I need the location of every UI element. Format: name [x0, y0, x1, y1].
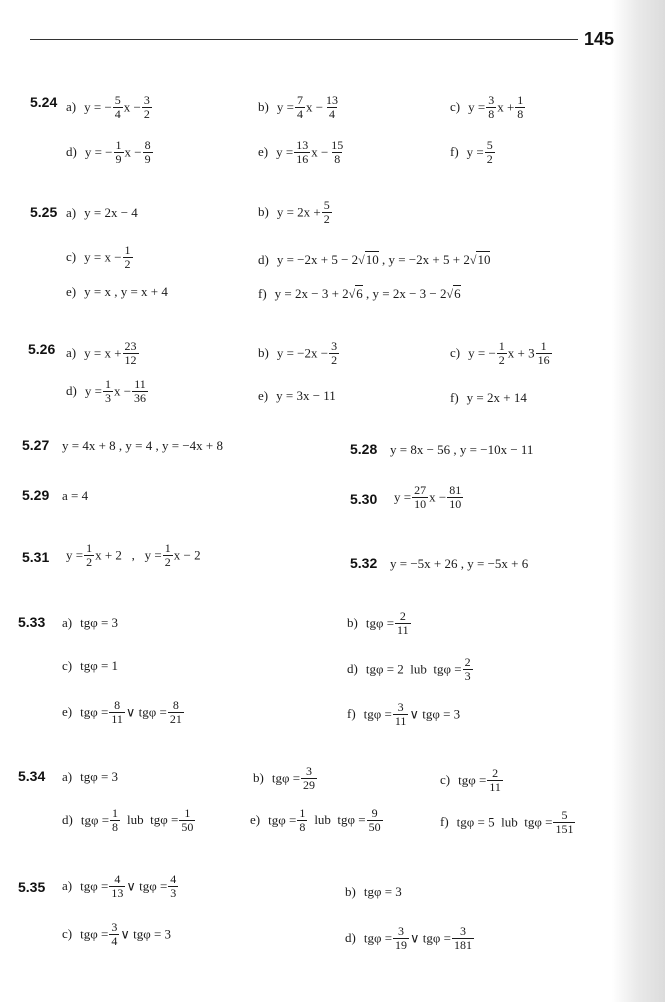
expr-text: y = −	[468, 345, 496, 361]
expr-text: tgφ =	[80, 878, 109, 894]
answer-label: f)	[258, 286, 267, 301]
fraction-numerator: 9	[371, 806, 378, 820]
expr-text: y =	[466, 144, 484, 160]
fraction	[168, 873, 178, 900]
fraction-numerator: 1	[498, 339, 505, 353]
fraction-denominator: 8	[112, 820, 119, 834]
expr-text: y =	[276, 99, 294, 115]
expr-text: y = 2x +	[276, 204, 321, 220]
fraction-numerator: 3	[398, 924, 405, 938]
fraction	[367, 807, 383, 834]
answer-5-24-c	[450, 95, 526, 122]
expr-text: tgφ =	[271, 770, 301, 786]
answer-5-24-b	[258, 95, 341, 122]
fraction	[163, 542, 173, 569]
expr-text: tgφ =	[363, 930, 393, 946]
fraction-numerator: 13	[326, 93, 339, 107]
answer-label: e)	[62, 704, 73, 720]
answer-5-25-b	[258, 200, 333, 227]
page-number: 145	[584, 29, 615, 49]
answer-5-26-e	[258, 389, 336, 402]
answer-5-35-d	[345, 926, 475, 953]
expr-text: y = 4x + 8 , y = 4 , y = −4x + 8	[62, 438, 223, 453]
fraction	[324, 94, 340, 121]
fraction	[109, 873, 125, 900]
fraction-numerator: 5	[323, 198, 330, 212]
fraction-denominator: 21	[169, 712, 182, 726]
answer-label: e)	[250, 812, 261, 828]
fraction-numerator: 2	[399, 609, 406, 623]
fraction-numerator: 4	[170, 872, 177, 886]
answer-label: d)	[347, 661, 358, 677]
answer-5-33-c	[62, 659, 118, 672]
fraction-denominator: 2	[164, 555, 171, 569]
fraction-numerator: 1	[112, 806, 119, 820]
fraction-numerator: 1	[184, 806, 191, 820]
fraction-numerator: 13	[296, 138, 309, 152]
fraction	[103, 378, 113, 405]
fraction-denominator: 10	[449, 497, 462, 511]
answer-label: a)	[62, 615, 73, 630]
expr-text: tgφ =	[268, 812, 297, 828]
expr-text: x −	[123, 99, 141, 115]
answer-label: c)	[450, 345, 461, 361]
fraction	[486, 94, 496, 121]
problem-number: 5.26	[28, 341, 56, 357]
answer-5-29	[62, 489, 88, 502]
problem-number: 5.29	[22, 487, 50, 503]
fraction	[553, 809, 575, 836]
answer-label: c)	[62, 658, 73, 673]
answer-5-24-e	[258, 140, 346, 167]
problem-number: 5.35	[18, 879, 46, 895]
fraction-denominator: 29	[303, 778, 316, 792]
fraction-numerator: 1	[124, 243, 131, 257]
answer-label: b)	[345, 884, 356, 899]
fraction-numerator: 81	[449, 483, 462, 497]
expr-text: ∨ tgφ =	[125, 704, 167, 720]
fraction-numerator: 8	[114, 698, 121, 712]
answer-5-24-f	[450, 140, 496, 167]
answer-5-33-a	[62, 616, 118, 629]
radicand: 6	[356, 286, 363, 301]
answer-5-25-f	[258, 287, 461, 300]
fraction-numerator: 2	[464, 655, 471, 669]
expr-text: y = −	[84, 144, 113, 160]
fraction-denominator: 10	[414, 497, 427, 511]
answer-5-24-a	[66, 95, 153, 122]
radicand: 6	[454, 286, 461, 301]
answer-label: d)	[258, 252, 269, 267]
fraction	[179, 807, 195, 834]
expr-text: tgφ =	[80, 704, 109, 720]
fraction-numerator: 5	[114, 93, 121, 107]
fraction-denominator: 11	[397, 623, 409, 637]
fraction-denominator: 16	[537, 353, 550, 367]
answer-label: f)	[347, 706, 356, 722]
fraction	[109, 921, 119, 948]
sqrt-icon: √	[446, 287, 454, 301]
radicand: 10	[477, 252, 491, 267]
answer-label: b)	[253, 770, 264, 786]
fraction-numerator: 5	[561, 808, 568, 822]
answer-label: c)	[440, 772, 451, 788]
fraction-denominator: 9	[144, 152, 151, 166]
expr-text: x − 2	[173, 547, 201, 563]
fraction-numerator: 3	[460, 924, 467, 938]
fraction-numerator: 3	[488, 93, 495, 107]
expr-text: tgφ =	[80, 812, 110, 828]
answer-5-26-a	[66, 341, 140, 368]
expr-text: ∨ tgφ =	[410, 930, 452, 946]
fraction-denominator: 11	[489, 780, 501, 794]
fraction-denominator: 11	[111, 712, 123, 726]
expr-text: x −	[124, 144, 142, 160]
fraction-denominator: 11	[394, 714, 407, 728]
fraction	[395, 610, 411, 637]
expr-text: lub tgφ =	[127, 812, 179, 828]
fraction-denominator: 2	[124, 257, 131, 271]
expr-text: tgφ = 2 lub tgφ =	[365, 661, 462, 677]
problem-number: 5.33	[18, 614, 46, 630]
expr-text: tgφ =	[365, 615, 395, 631]
expr-text: y = x , y = x + 4	[84, 284, 168, 299]
fraction	[329, 139, 345, 166]
answer-label: a)	[66, 205, 77, 220]
fraction	[301, 765, 317, 792]
fraction-numerator: 1	[115, 138, 122, 152]
fraction-denominator: 50	[368, 820, 381, 834]
problem-number: 5.25	[30, 204, 58, 220]
answer-5-34-c	[440, 768, 504, 795]
answer-5-31	[66, 543, 201, 570]
expr-text: x + 3	[507, 345, 535, 361]
expr-text: x −	[113, 383, 132, 399]
problem-number: 5.31	[22, 549, 50, 565]
fraction-denominator: 3	[170, 886, 177, 900]
sqrt-icon: √	[469, 253, 477, 267]
fraction	[294, 139, 310, 166]
fraction-denominator: 4	[114, 107, 121, 121]
answer-5-32	[390, 557, 528, 570]
fraction	[329, 340, 339, 367]
answer-5-26-f	[450, 391, 527, 404]
fraction	[452, 925, 474, 952]
answer-label: d)	[345, 930, 356, 946]
answer-label: c)	[450, 99, 461, 115]
expr-text: tgφ = 3	[80, 615, 119, 630]
problem-number: 5.30	[350, 491, 378, 507]
problem-number: 5.24	[30, 94, 58, 110]
fraction-denominator: 8	[334, 152, 341, 166]
fraction-denominator: 4	[296, 107, 303, 121]
fraction-denominator: 4	[111, 934, 118, 948]
answer-5-33-f	[347, 702, 460, 729]
answer-5-28	[390, 443, 533, 456]
answer-5-35-b	[345, 885, 402, 898]
fraction	[123, 340, 139, 367]
problem-number: 5.34	[18, 768, 46, 784]
answer-label: c)	[62, 926, 73, 942]
expr-text: x −	[429, 489, 447, 505]
answer-label: d)	[62, 812, 73, 828]
expr-text: y =	[394, 489, 412, 505]
fraction-denominator: 8	[488, 107, 495, 121]
answer-5-27	[62, 439, 223, 452]
answer-5-35-c	[62, 922, 171, 949]
header-rule	[30, 39, 578, 40]
fraction	[297, 807, 307, 834]
fraction	[168, 699, 184, 726]
fraction-denominator: 2	[86, 555, 93, 569]
answer-label: a)	[62, 878, 73, 894]
fraction	[322, 199, 332, 226]
fraction-denominator: 12	[124, 353, 137, 367]
fraction-numerator: 7	[296, 93, 303, 107]
fraction	[295, 94, 305, 121]
fraction	[143, 139, 153, 166]
fraction	[485, 139, 495, 166]
answer-label: e)	[258, 388, 269, 403]
fraction	[84, 542, 94, 569]
fraction	[123, 244, 133, 271]
fraction	[393, 701, 409, 728]
fraction-denominator: 2	[331, 353, 338, 367]
expr-text: y = x −	[84, 249, 122, 265]
answer-label: d)	[66, 144, 77, 160]
fraction	[114, 139, 124, 166]
expr-text: x + 2 , y =	[95, 547, 162, 563]
answer-5-33-e	[62, 700, 185, 727]
expr-text: y = 2x − 4	[84, 205, 138, 220]
answer-5-26-b	[258, 341, 340, 368]
fraction-numerator: 5	[486, 138, 493, 152]
answer-label: e)	[258, 144, 269, 160]
expr-text: tgφ =	[80, 926, 109, 942]
expr-text: y = x +	[84, 345, 122, 361]
answer-label: b)	[258, 99, 269, 115]
answer-label: f)	[450, 390, 459, 405]
fraction-numerator: 1	[104, 377, 111, 391]
expr-text: y =	[276, 144, 294, 160]
answer-5-34-d	[62, 808, 196, 835]
fraction-numerator: 3	[111, 920, 118, 934]
fraction-numerator: 2	[492, 766, 499, 780]
fraction-denominator: 2	[486, 152, 493, 166]
expr-text: y = 2x + 14	[466, 390, 527, 405]
answer-label: b)	[258, 204, 269, 220]
fraction-numerator: 1	[517, 93, 524, 107]
expr-text: y = 8x − 56 , y = −10x − 11	[390, 442, 534, 457]
fraction-numerator: 1	[86, 541, 93, 555]
fraction-denominator: 3	[464, 669, 471, 683]
expr-text: x +	[497, 99, 515, 115]
expr-text: tgφ =	[363, 706, 392, 722]
answer-5-34-a	[62, 770, 118, 783]
fraction	[113, 94, 123, 121]
answer-label: b)	[258, 345, 269, 361]
fraction-numerator: 3	[331, 339, 338, 353]
answer-5-25-c	[66, 245, 134, 272]
expr-text: tgφ = 3	[80, 769, 119, 784]
answer-label: e)	[66, 284, 77, 299]
fraction	[515, 94, 525, 121]
fraction	[412, 484, 428, 511]
fraction-denominator: 4	[329, 107, 336, 121]
expr-text: y = 2x − 3 + 2	[274, 286, 349, 301]
expr-text: y = −	[84, 99, 112, 115]
answer-5-34-f	[440, 810, 576, 837]
fraction-denominator: 3	[104, 391, 111, 405]
fraction-denominator: 181	[454, 938, 473, 952]
fraction-numerator: 3	[143, 93, 150, 107]
fraction-numerator: 1	[299, 806, 306, 820]
expr-text: y =	[66, 547, 84, 563]
answer-5-25-e	[66, 285, 168, 298]
expr-text: y = −2x + 5 − 2	[276, 252, 359, 267]
answer-5-35-a	[62, 874, 179, 901]
expr-text: y =	[84, 383, 102, 399]
fraction	[393, 925, 409, 952]
fraction-numerator: 27	[414, 483, 427, 497]
fraction-denominator: 19	[395, 938, 408, 952]
fraction-numerator: 8	[172, 698, 179, 712]
fraction	[536, 340, 552, 367]
answer-label: a)	[66, 345, 77, 361]
answer-label: a)	[66, 99, 77, 115]
answer-5-24-d	[66, 140, 154, 167]
answer-label: f)	[450, 144, 459, 160]
expr-text: ∨ tgφ =	[126, 878, 168, 894]
answer-5-33-d	[347, 657, 474, 684]
fraction-numerator: 3	[306, 764, 313, 778]
expr-text: ∨ tgφ = 3	[120, 926, 172, 942]
fraction-denominator: 2	[498, 353, 505, 367]
expr-text: x −	[305, 99, 324, 115]
fraction	[487, 767, 503, 794]
answer-5-34-b	[253, 766, 318, 793]
fraction-denominator: 9	[115, 152, 122, 166]
fraction	[497, 340, 507, 367]
sqrt-icon: √	[348, 287, 356, 301]
fraction-numerator: 8	[144, 138, 151, 152]
fraction-numerator: 15	[331, 138, 344, 152]
answer-5-34-e	[250, 808, 384, 835]
expr-text: tgφ = 5 lub tgφ =	[456, 814, 553, 830]
expr-text: y = −2x −	[276, 345, 329, 361]
fraction-denominator: 8	[299, 820, 306, 834]
fraction-denominator: 2	[143, 107, 150, 121]
fraction-numerator: 23	[124, 339, 137, 353]
fraction-numerator: 3	[397, 700, 404, 714]
fraction-denominator: 16	[296, 152, 309, 166]
answer-5-26-d	[66, 379, 149, 406]
fraction	[142, 94, 152, 121]
fraction-denominator: 36	[134, 391, 147, 405]
fraction	[463, 656, 473, 683]
answer-label: b)	[347, 615, 358, 631]
expr-text: tgφ = 3	[363, 884, 402, 899]
answer-5-26-c	[450, 341, 553, 368]
answer-5-30	[394, 485, 464, 512]
expr-text: , y = −2x + 5 + 2	[378, 252, 470, 267]
fraction	[447, 484, 463, 511]
expr-text: x −	[311, 144, 329, 160]
answer-5-33-b	[347, 611, 412, 638]
problem-number: 5.28	[350, 441, 378, 457]
answer-5-25-a	[66, 206, 138, 219]
expr-text: tgφ = 1	[80, 658, 119, 673]
fraction	[109, 699, 125, 726]
answer-label: d)	[66, 383, 77, 399]
fraction-denominator: 2	[323, 212, 330, 226]
answer-5-25-d	[258, 253, 490, 266]
answer-label: a)	[62, 769, 73, 784]
expr-text: , y = 2x − 3 − 2	[362, 286, 447, 301]
expr-text: tgφ =	[458, 772, 487, 788]
expr-text: ∨ tgφ = 3	[409, 706, 461, 722]
expr-text: y = 3x − 11	[276, 388, 336, 403]
fraction-denominator: 13	[111, 886, 124, 900]
problem-number: 5.32	[350, 555, 378, 571]
expr-text: y =	[468, 99, 486, 115]
fraction-numerator: 11	[134, 377, 146, 391]
radicand: 10	[365, 252, 379, 267]
fraction-numerator: 4	[114, 872, 121, 886]
fraction-denominator: 50	[181, 820, 194, 834]
expr-text: a = 4	[62, 488, 89, 503]
answer-label: f)	[440, 814, 449, 830]
expr-text: y = −5x + 26 , y = −5x + 6	[390, 556, 529, 571]
problem-number: 5.27	[22, 437, 50, 453]
fraction	[132, 378, 148, 405]
expr-text: lub tgφ =	[314, 812, 366, 828]
answer-label: c)	[66, 249, 77, 265]
fraction	[110, 807, 120, 834]
fraction-denominator: 151	[555, 822, 574, 836]
fraction-numerator: 1	[540, 339, 547, 353]
sqrt-icon: √	[358, 253, 365, 267]
fraction-denominator: 8	[517, 107, 524, 121]
fraction-numerator: 1	[164, 541, 171, 555]
